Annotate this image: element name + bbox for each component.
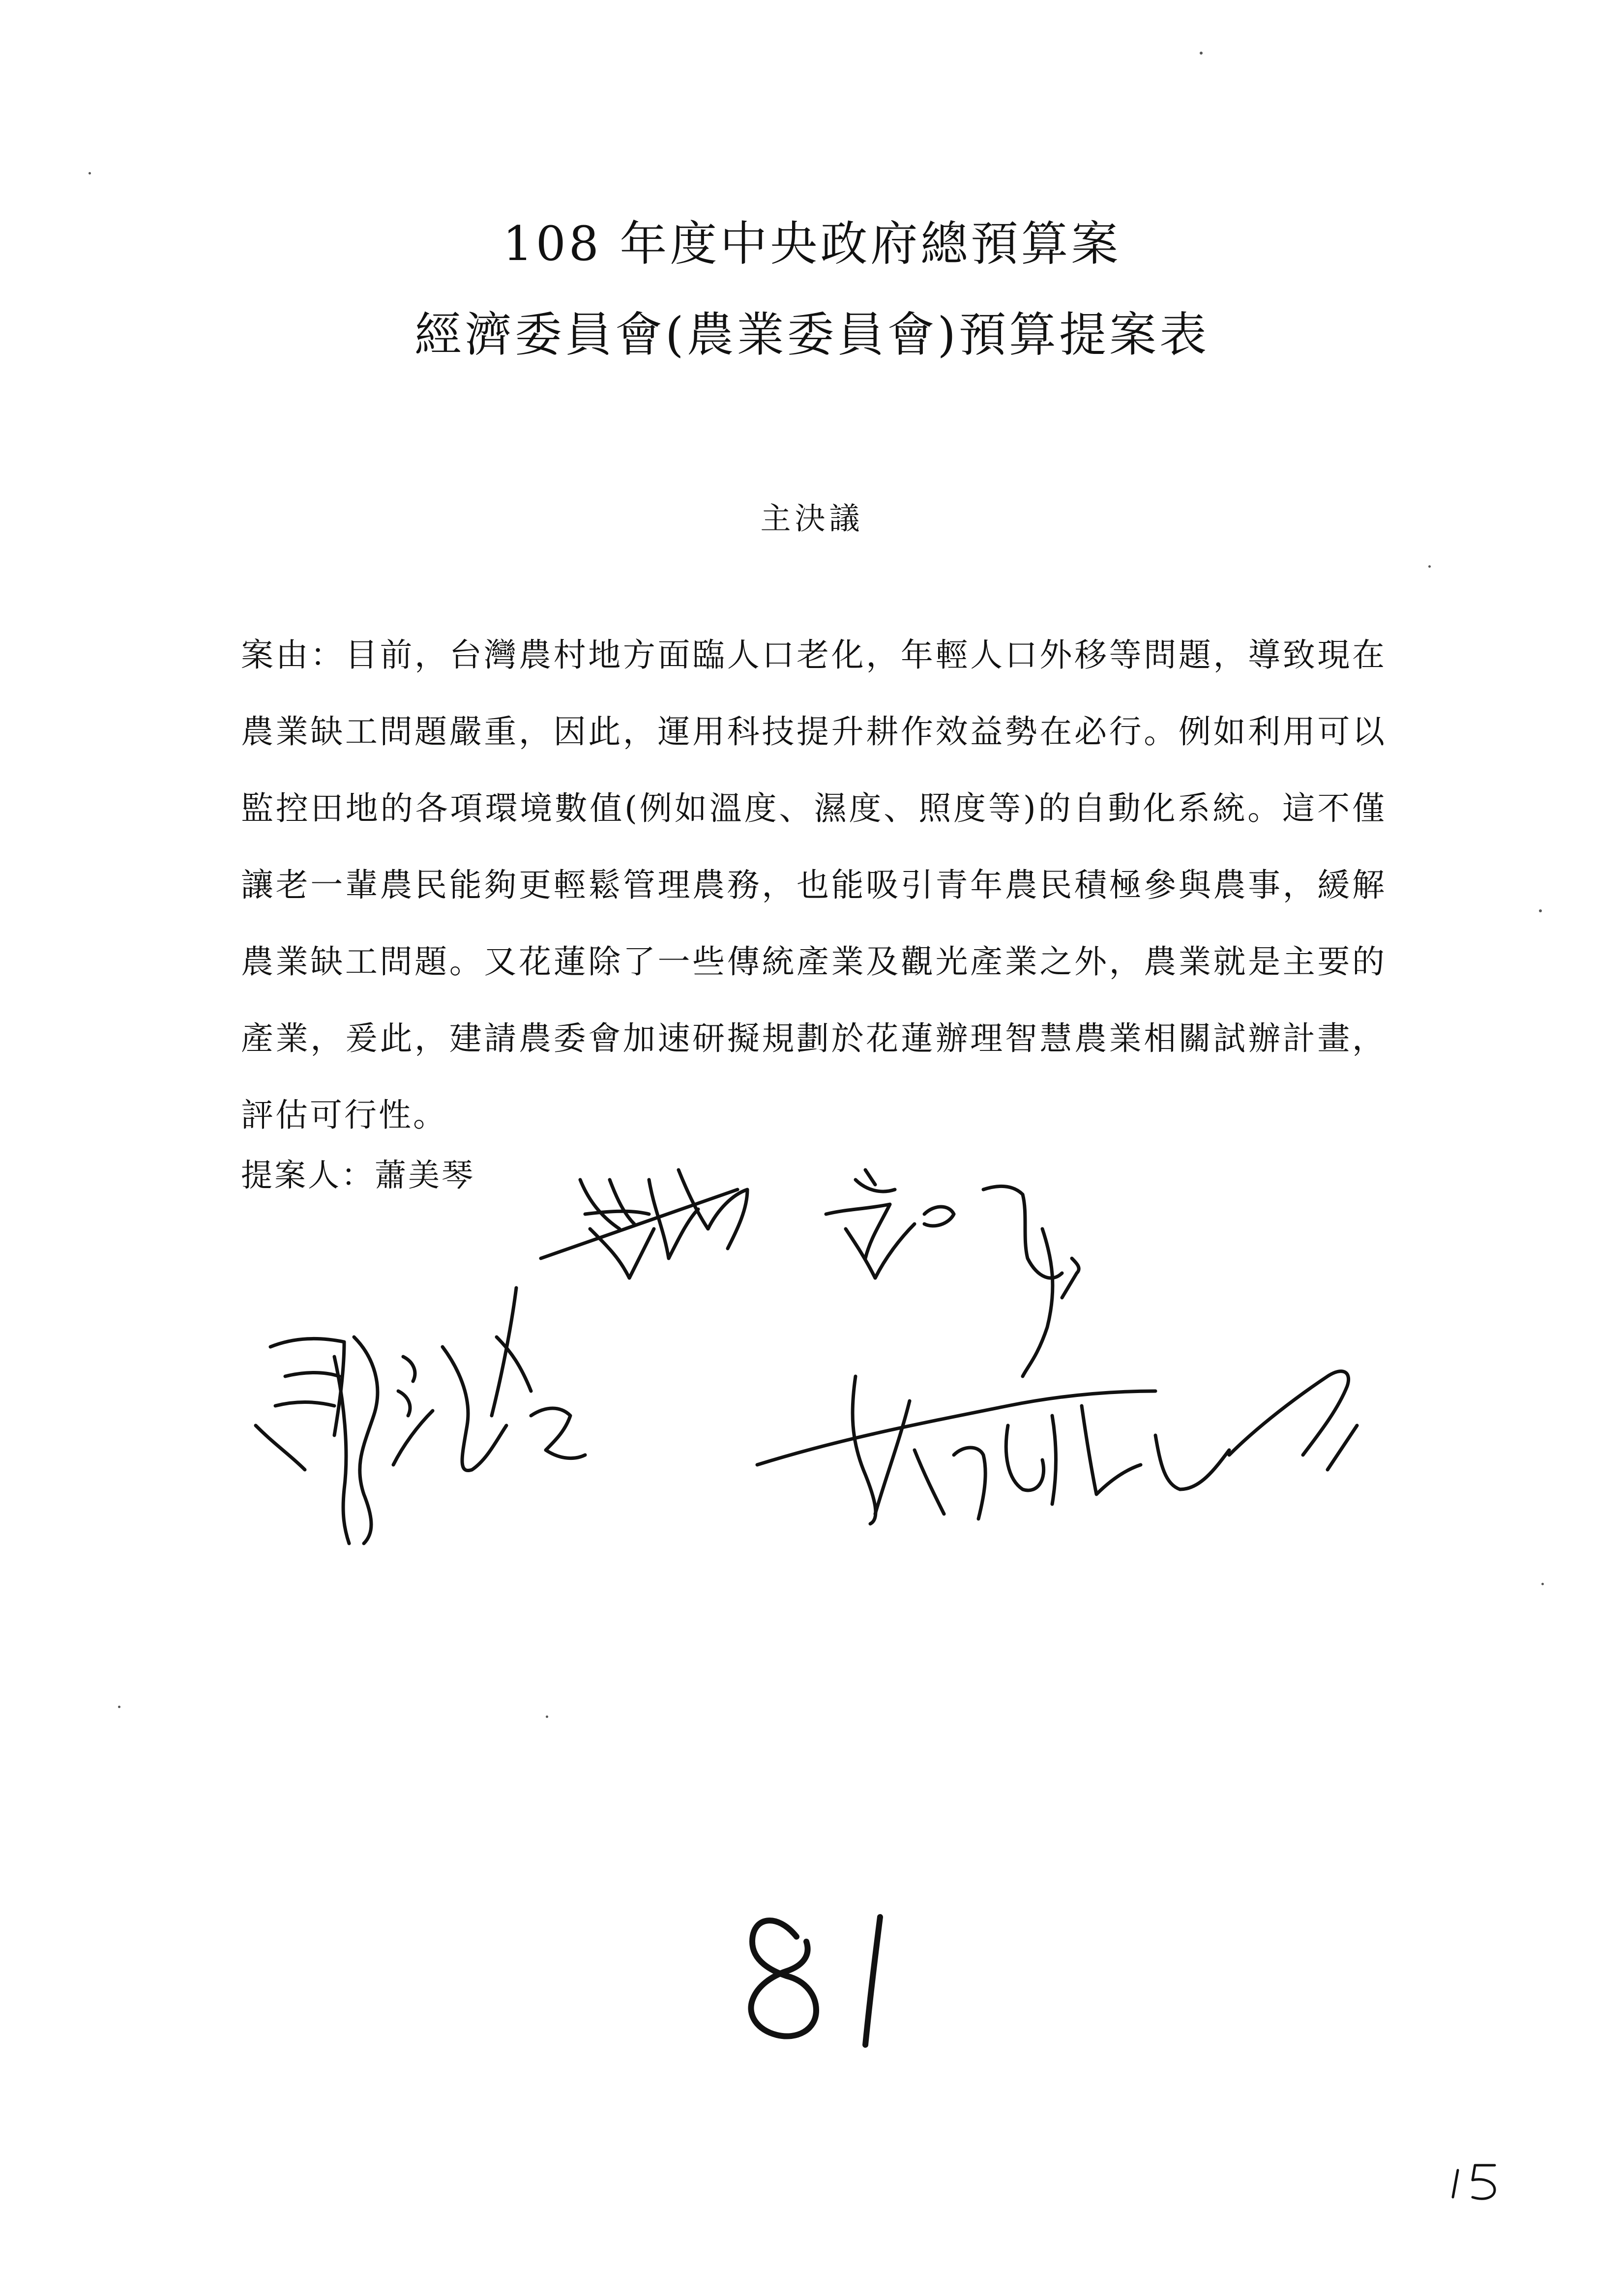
section-heading: 主決議 [760, 500, 864, 536]
scan-speck [1539, 909, 1542, 912]
scan-speck [89, 172, 91, 174]
scan-speck [118, 1706, 120, 1708]
proposer-line: 提案人：蕭美琴 [241, 1158, 475, 1194]
document-title-line-1: 108 年度中央政府總預算案 [502, 216, 1122, 271]
scan-speck [1200, 52, 1203, 55]
scan-speck [546, 1715, 548, 1718]
document-title-line-2: 經濟委員會(農業委員會)預算提案表 [414, 307, 1210, 362]
scan-speck [1541, 1583, 1544, 1585]
proposal-body-text: 案由：目前，台灣農村地方面臨人口老化，年輕人口外移等問題，導致現在農業缺工問題嚴重，因此，運用科技提升耕作效益勢在必行。例如利用可以監控田地的各項環境數值(例如溫度、濕度、照度等)的自動化系統。這不僅讓老一輩農民能夠更輕鬆管理農務，也能吸引青年農民積極參與農事，緩解農業缺工問題。又花蓮除了一些傳統產業及觀光產業之外，農業就是主要的產業，爰此，建請農委會加速研擬規劃於花蓮辦理智慧農業相關試辦計畫，評估可行性。 [241, 636, 1387, 1134]
scan-speck [1428, 565, 1431, 568]
